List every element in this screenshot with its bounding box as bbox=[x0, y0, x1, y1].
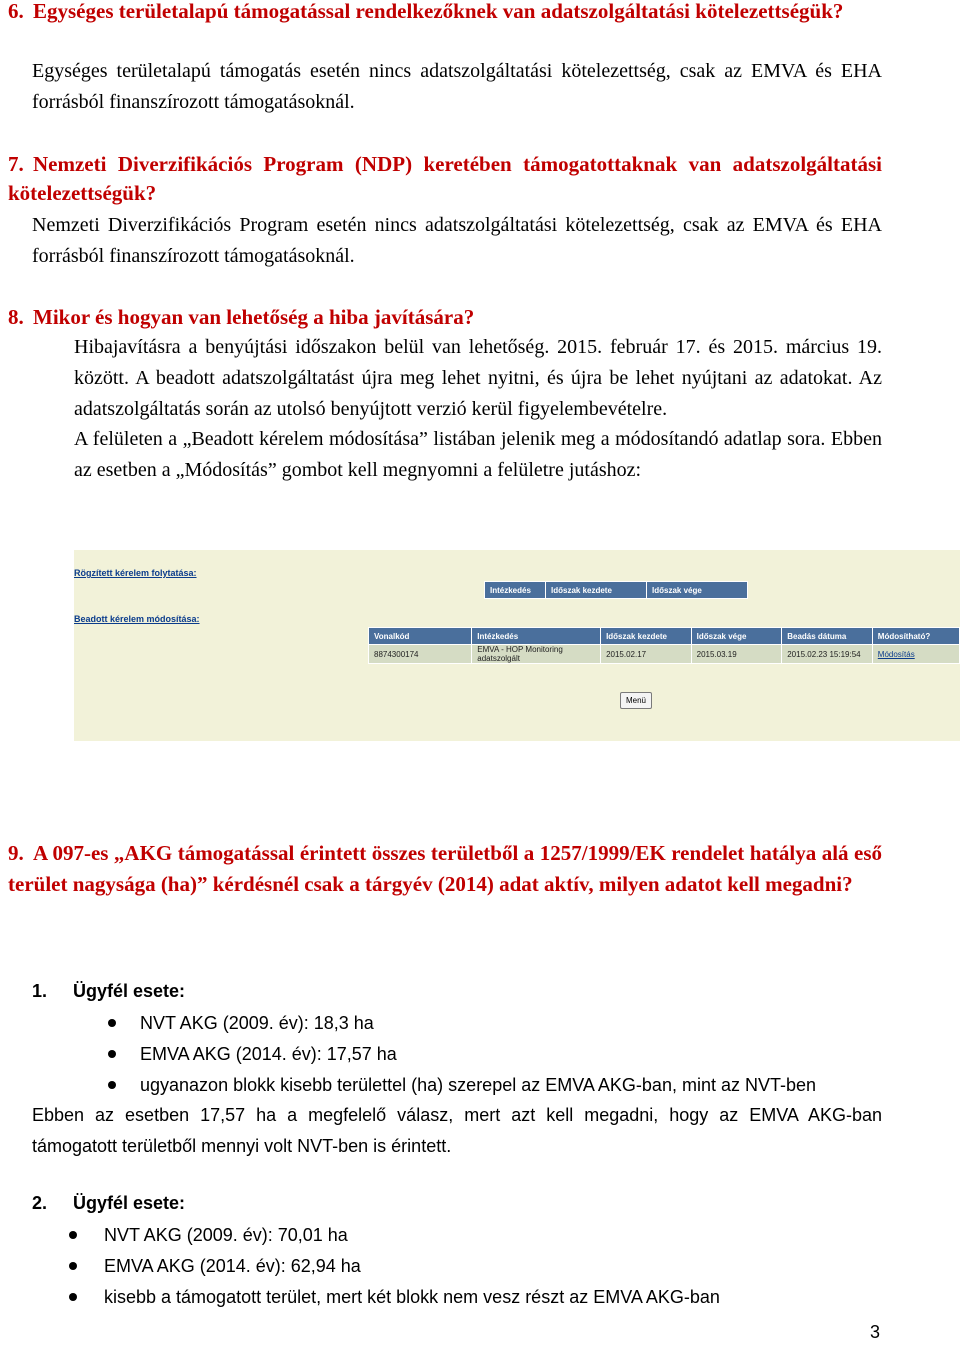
case-2-title bbox=[32, 1193, 185, 1214]
answer-6 bbox=[32, 56, 882, 117]
bullet-icon bbox=[69, 1293, 77, 1301]
bullet-icon bbox=[108, 1081, 116, 1089]
saved-application-link[interactable]: Rögzített kérelem folytatása: bbox=[74, 568, 197, 578]
case-1-list bbox=[108, 1008, 816, 1101]
case-1-label: Ügyfél esete: bbox=[73, 981, 186, 1001]
question-9-text: A 097-es „AKG támogatással érintett összes területből a 1257/1999/EK rendelet hatálya alá eső terület nagysága (ha)” kérdésnél csak a tárgyév (2014) adat aktív, milyen adatot kell megadni? bbox=[8, 841, 882, 896]
question-6-text: Egységes területalapú támogatással rendelkezőknek van adatszolgáltatási kötelezettségük? bbox=[33, 0, 844, 23]
question-7-heading bbox=[8, 150, 882, 208]
column-header: Időszak kezdete bbox=[546, 582, 647, 599]
list-item: NVT AKG (2009. év): 18,3 ha bbox=[108, 1008, 816, 1039]
table-row bbox=[369, 645, 960, 664]
bullet-icon bbox=[69, 1262, 77, 1270]
table-cell: EMVA - HOP Monitoring adatszolgált bbox=[472, 645, 601, 664]
answer-6-text: Egységes területalapú támogatás esetén nincs adatszolgáltatási kötelezettség, csak az EMVA és EHA forrásból finanszírozott támogatásoknál. bbox=[32, 60, 882, 113]
table-cell: 2015.02.23 15:19:54 bbox=[782, 645, 873, 664]
column-header: Intézkedés bbox=[485, 582, 546, 599]
table-cell: 2015.03.19 bbox=[691, 645, 782, 664]
table-header-row bbox=[485, 582, 748, 599]
list-item: EMVA AKG (2014. év): 17,57 ha bbox=[108, 1039, 816, 1070]
case-1-number: 1. bbox=[32, 981, 48, 1001]
column-header: Intézkedés bbox=[472, 628, 601, 645]
table-header-row bbox=[369, 628, 960, 645]
question-8-heading bbox=[8, 303, 882, 332]
case-2-list bbox=[69, 1220, 720, 1313]
menu-button[interactable]: Menü bbox=[620, 692, 652, 709]
list-item: NVT AKG (2009. év): 70,01 ha bbox=[69, 1220, 720, 1251]
column-header: Időszak vége bbox=[691, 628, 782, 645]
question-9-number: 9. bbox=[8, 841, 24, 865]
answer-8-paragraph-1: Hibajavításra a benyújtási időszakon belül van lehetőség. 2015. február 17. és 2015. március 19. között. A beadott adatszolgáltatást újra meg lehet nyitni, és újra be lehet nyújtani az adatokat. Az adatszolgáltatás során az utolsó benyújtott verzió kerül figyelembevételre. bbox=[74, 336, 882, 420]
case-1-conclusion: Ebben az esetben 17,57 ha a megfelelő válasz, mert azt kell megadni, hogy az EMVA AKG-ban támogatott területből mennyi volt NVT-ben is érintett. bbox=[32, 1105, 882, 1156]
question-8-text: Mikor és hogyan van lehetőség a hiba javítására? bbox=[33, 305, 475, 329]
table-cell: 8874300174 bbox=[369, 645, 472, 664]
question-8-number: 8. bbox=[8, 305, 24, 329]
page-number: 3 bbox=[870, 1322, 881, 1342]
submitted-application-table bbox=[368, 627, 960, 664]
column-header: Vonalkód bbox=[369, 628, 472, 645]
answer-8-paragraph-2: A felületen a „Beadott kérelem módosítása” listában jelenik meg a módosítandó adatlap sora. Ebben az esetben a „Módosítás” gombot kell megnyomni a felületre jutáshoz: bbox=[74, 428, 882, 482]
table-cell: 2015.02.17 bbox=[601, 645, 692, 664]
case-2-label: Ügyfél esete: bbox=[73, 1193, 186, 1213]
question-9-heading bbox=[8, 838, 882, 899]
bullet-icon bbox=[108, 1050, 116, 1058]
case-1-title bbox=[32, 981, 185, 1002]
saved-application-table bbox=[484, 581, 748, 599]
question-6-number: 6. bbox=[8, 0, 24, 23]
question-6-heading bbox=[8, 0, 882, 26]
question-7-number: 7. bbox=[8, 152, 24, 176]
column-header: Időszak vége bbox=[647, 582, 748, 599]
modify-link[interactable]: Módosítás bbox=[872, 645, 959, 664]
list-item: EMVA AKG (2014. év): 62,94 ha bbox=[69, 1251, 720, 1282]
list-item: ugyanazon blokk kisebb területtel (ha) szerepel az EMVA AKG-ban, mint az NVT-ben bbox=[108, 1070, 816, 1101]
question-7-text: Nemzeti Diverzifikációs Program (NDP) keretében támogatottaknak van adatszolgáltatási kötelezettségük? bbox=[8, 152, 882, 205]
bullet-icon bbox=[69, 1231, 77, 1239]
bullet-icon bbox=[108, 1019, 116, 1027]
embedded-screenshot bbox=[74, 550, 960, 741]
list-item: kisebb a támogatott terület, mert két blokk nem vesz részt az EMVA AKG-ban bbox=[69, 1282, 720, 1313]
column-header: Időszak kezdete bbox=[601, 628, 692, 645]
answer-7 bbox=[32, 210, 882, 271]
answer-8 bbox=[74, 332, 882, 486]
column-header: Módosítható? bbox=[872, 628, 959, 645]
answer-7-text: Nemzeti Diverzifikációs Program esetén nincs adatszolgáltatási kötelezettség, csak az EMVA és EHA forrásból finanszírozott támogatásoknál. bbox=[32, 214, 882, 267]
case-2-number: 2. bbox=[32, 1193, 48, 1213]
column-header: Beadás dátuma bbox=[782, 628, 873, 645]
submitted-application-link[interactable]: Beadott kérelem módosítása: bbox=[74, 614, 200, 624]
